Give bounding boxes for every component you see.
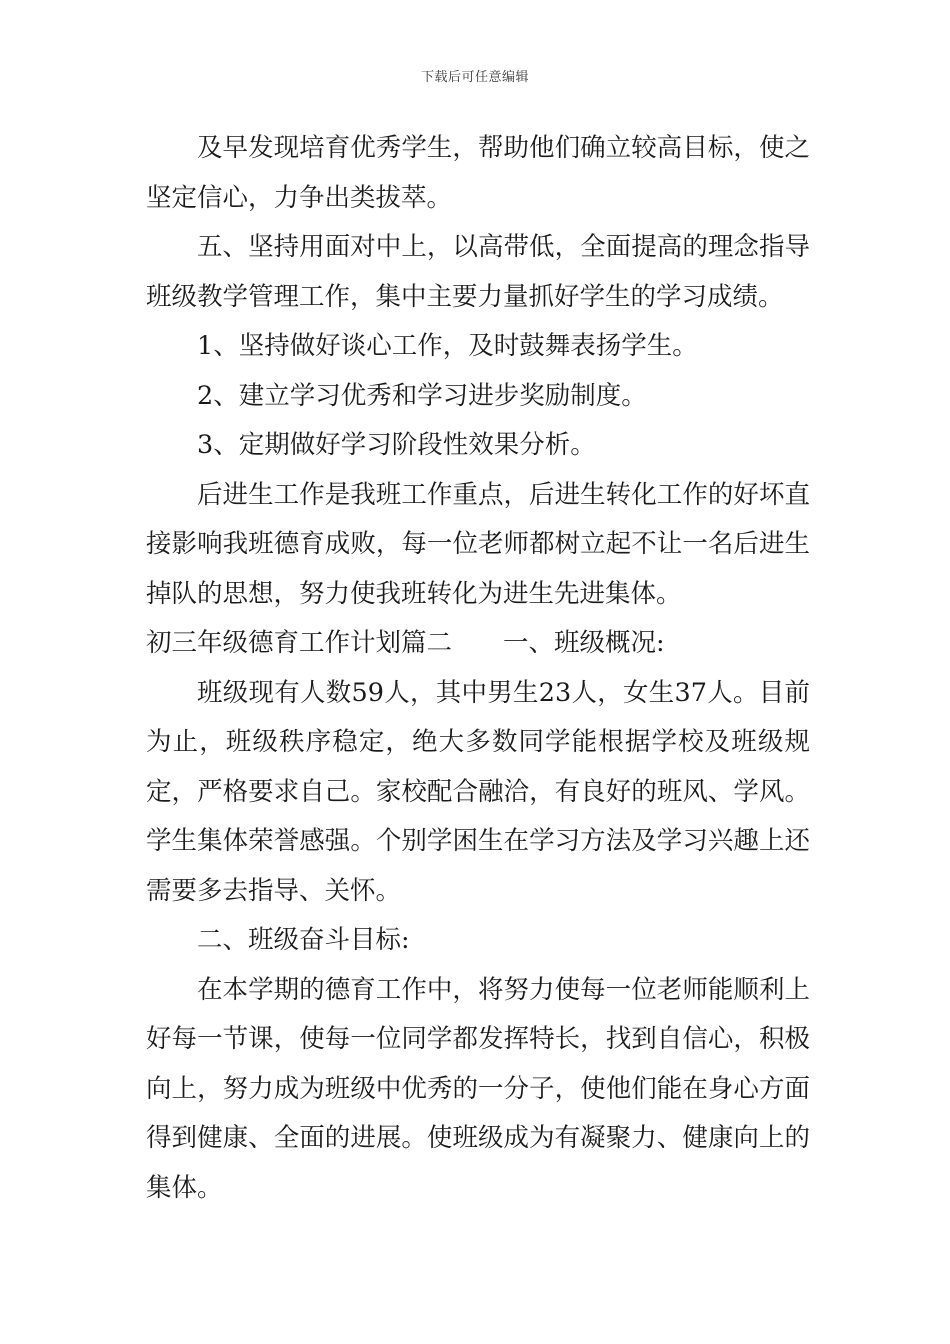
paragraph-continuation: 及早发现培育优秀学生，帮助他们确立较高目标，使之坚定信心，力争出类拔萃。 xyxy=(146,133,810,213)
list-item-3: 3、定期做好学习阶段性效果分析。 xyxy=(197,430,596,460)
section-heading-class-goals: 二、班级奋斗目标: xyxy=(197,925,410,955)
page-header-note: 下载后可任意编辑 xyxy=(420,70,529,85)
paragraph-class-overview: 班级现有人数59人，其中男生23人，女生37人。目前为止，班级秩序稳定，绝大多数同学能根据学校及班级规定，严格要求自己。家校配合融洽，有良好的班风、学风。学生集体荣誉感强。个别学困生在学习方法及学习兴趣上还需要多去指导、关怀。 xyxy=(146,677,810,906)
paragraph-lagging-students: 后进生工作是我班工作重点，后进生转化工作的好坏直接影响我班德育成败，每一位老师都树立起不让一名后进生掉队的思想，努力使我班转化为进生先进集体。 xyxy=(146,479,810,609)
paragraph-class-goals: 在本学期的德育工作中，将努力使每一位老师能顺利上好每一节课，使每一位同学都发挥特长，找到自信心，积极向上，努力成为班级中优秀的一分子，使他们能在身心方面得到健康、全面的进展。使班级成为有凝聚力、健康向上的集体。 xyxy=(146,974,810,1203)
list-item-2: 2、建立学习优秀和学习进步奖励制度。 xyxy=(197,380,647,411)
document-body xyxy=(146,124,810,1213)
paragraph-section-five: 五、坚持用面对中上，以高带低，全面提高的理念指导班级教学管理工作，集中主要力量抓好学生的学习成绩。 xyxy=(146,232,810,312)
list-item-1: 1、坚持做好谈心工作，及时鼓舞表扬学生。 xyxy=(197,331,698,361)
section-heading-plan-two: 初三年级德育工作计划篇二 一、班级概况: xyxy=(146,628,665,658)
